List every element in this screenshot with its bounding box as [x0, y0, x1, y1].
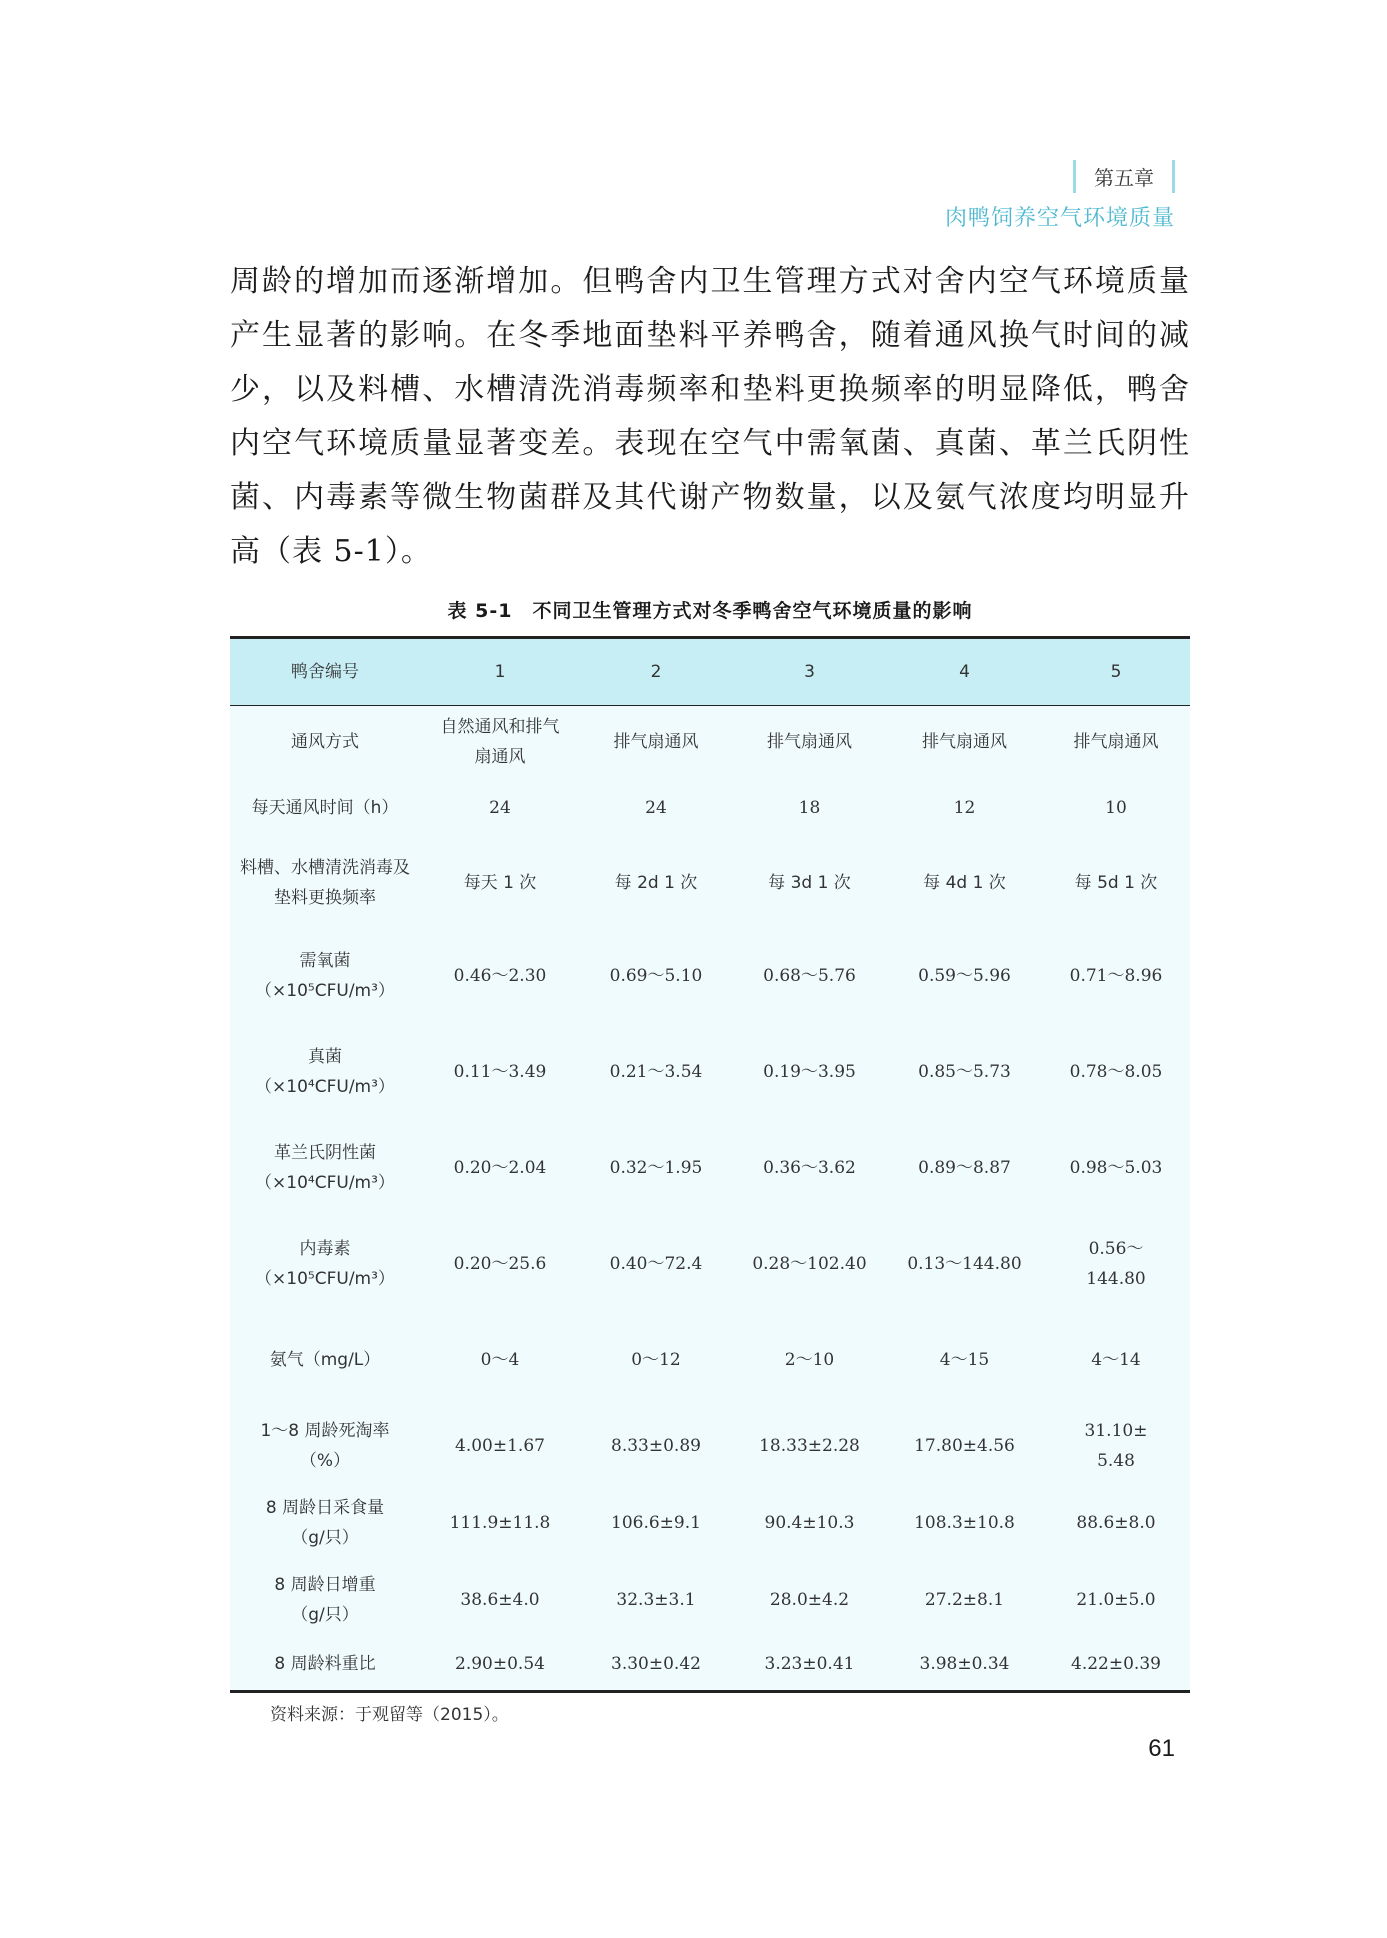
table-cell: 18 — [798, 797, 821, 818]
table-cell: 0.13～144.80 — [907, 1253, 1022, 1274]
table-cell: 28.0±4.2 — [769, 1589, 850, 1610]
table-cell: 每 3d 1 次 — [768, 872, 851, 893]
row-label: 需氧菌 （×10⁵CFU/m³） — [255, 950, 395, 1001]
table-row — [230, 928, 1190, 1024]
table-cell: 0.56～ 144.80 — [1086, 1238, 1146, 1289]
table-row — [230, 838, 1190, 928]
table-cell: 0.20～2.04 — [453, 1157, 547, 1178]
table-header-row — [230, 638, 1190, 706]
row-label: 8 周龄日增重 （g/只） — [274, 1574, 376, 1625]
table-row — [230, 1408, 1190, 1484]
table-cell: 31.10± 5.48 — [1084, 1420, 1148, 1471]
body-paragraph: 周龄的增加而逐渐增加。但鸭舍内卫生管理方式对舍内空气环境质量产生显著的影响。在冬季地面垫料平养鸭舍，随着通风换气时间的减少，以及料槽、水槽清洗消毒频率和垫料更换频率的明显降低，鸭舍内空气环境质量显著变差。表现在空气中需氧菌、真菌、革兰氏阴性菌、内毒素等微生物菌群及其代谢产物数量，以及氨气浓度均明显升高（表 5-1）。 — [230, 264, 1190, 569]
table-cell: 24 — [645, 797, 667, 818]
table-cell: 每 4d 1 次 — [923, 872, 1006, 893]
table-cell: 32.3±3.1 — [616, 1589, 696, 1610]
table-cell: 90.4±10.3 — [764, 1512, 855, 1533]
table-cell: 0.20～25.6 — [453, 1253, 547, 1274]
source-note: 资料来源：于观留等（2015）。 — [270, 1705, 509, 1725]
table-cell: 17.80±4.56 — [914, 1435, 1015, 1456]
table-caption: 表 5-1 不同卫生管理方式对冬季鸭舍空气环境质量的影响 — [447, 600, 973, 622]
table-cell: 10 — [1105, 797, 1127, 818]
table-cell: 24 — [489, 797, 511, 818]
table-cell: 4～14 — [1091, 1349, 1141, 1370]
data-table — [230, 636, 1190, 1693]
table-row — [230, 1312, 1190, 1408]
table-cell: 106.6±9.1 — [611, 1512, 701, 1533]
table-cell: 2～10 — [784, 1349, 835, 1370]
table-cell: 0～4 — [480, 1349, 520, 1370]
table-cell: 每 5d 1 次 — [1074, 872, 1158, 893]
table-cell: 4～15 — [939, 1349, 990, 1370]
table-cell: 自然通风和排气 扇通风 — [440, 716, 560, 767]
table-cell: 27.2±8.1 — [924, 1589, 1005, 1610]
row-label: 氨气（mg/L） — [269, 1349, 381, 1370]
header-cell: 1 — [420, 638, 580, 706]
table-cell: 0.68～5.76 — [763, 965, 856, 986]
table-row — [230, 1484, 1190, 1562]
table-cell: 21.0±5.0 — [1076, 1589, 1156, 1610]
table-cell: 排气扇通风 — [613, 731, 699, 752]
table-cell: 0.21～3.54 — [609, 1061, 703, 1082]
table-row — [230, 1216, 1190, 1312]
table-cell: 18.33±2.28 — [759, 1435, 860, 1456]
table-cell: 2.90±0.54 — [420, 1638, 580, 1692]
table-cell: 排气扇通风 — [767, 731, 852, 752]
table-cell: 排气扇通风 — [1073, 731, 1159, 752]
table-cell: 0.69～5.10 — [609, 965, 703, 986]
table-cell: 0.71～8.96 — [1069, 965, 1163, 986]
chapter-label: 第五章 — [1073, 160, 1175, 193]
row-label: 8 周龄料重比 — [230, 1638, 420, 1692]
table-cell: 0.89～8.87 — [918, 1157, 1011, 1178]
table-row — [230, 778, 1190, 838]
table-cell: 0.78～8.05 — [1069, 1061, 1163, 1082]
table-cell: 4.00±1.67 — [455, 1435, 545, 1456]
chapter-header — [945, 160, 1175, 232]
table-cell: 3.98±0.34 — [887, 1638, 1042, 1692]
table-cell: 3.30±0.42 — [580, 1638, 732, 1692]
header-cell: 2 — [580, 638, 732, 706]
table-cell: 3.23±0.41 — [732, 1638, 887, 1692]
row-label: 每天通风时间（h） — [251, 797, 399, 818]
row-label: 内毒素 （×10⁵CFU/m³） — [255, 1238, 395, 1289]
table-cell: 0.19～3.95 — [763, 1061, 856, 1082]
table-cell: 排气扇通风 — [922, 731, 1007, 752]
chapter-title: 肉鸭饲养空气环境质量 — [944, 206, 1175, 231]
header-cell: 3 — [732, 638, 887, 706]
table-cell: 每 2d 1 次 — [614, 872, 698, 893]
table-row — [230, 1562, 1190, 1638]
table-cell: 0～12 — [631, 1349, 681, 1370]
table-cell: 0.85～5.73 — [918, 1061, 1011, 1082]
table-row — [230, 1638, 1190, 1692]
page-number: 61 — [1148, 1735, 1175, 1762]
table-cell: 108.3±10.8 — [914, 1512, 1015, 1533]
header-cell: 4 — [887, 638, 1042, 706]
row-label: 8 周龄日采食量 （g/只） — [265, 1497, 385, 1548]
table-cell: 8.33±0.89 — [611, 1435, 701, 1456]
table-cell: 0.11～3.49 — [453, 1061, 547, 1082]
table-cell: 0.46～2.30 — [453, 965, 547, 986]
row-label: 革兰氏阴性菌 （×10⁴CFU/m³） — [255, 1142, 395, 1193]
row-label: 1～8 周龄死淘率 （%） — [260, 1420, 390, 1471]
table-cell: 0.40～72.4 — [609, 1253, 703, 1274]
header-cell: 5 — [1042, 638, 1190, 706]
table-cell: 0.36～3.62 — [763, 1157, 856, 1178]
table-cell: 111.9±11.8 — [449, 1512, 551, 1533]
table-cell: 38.6±4.0 — [460, 1589, 540, 1610]
row-label: 通风方式 — [291, 731, 359, 752]
table-cell: 每天 1 次 — [463, 872, 537, 893]
table-row — [230, 706, 1190, 778]
table-cell: 0.59～5.96 — [918, 965, 1011, 986]
table-row — [230, 1024, 1190, 1120]
table-cell: 4.22±0.39 — [1042, 1638, 1190, 1692]
table-cell: 0.28～102.40 — [752, 1253, 867, 1274]
table-cell: 88.6±8.0 — [1076, 1512, 1156, 1533]
table-cell: 0.98～5.03 — [1069, 1157, 1163, 1178]
table-cell: 12 — [953, 797, 976, 818]
table-row — [230, 1120, 1190, 1216]
row-label: 真菌 （×10⁴CFU/m³） — [255, 1046, 395, 1097]
table-cell: 0.32～1.95 — [609, 1157, 703, 1178]
row-label: 料槽、水槽清洗消毒及 垫料更换频率 — [240, 857, 410, 908]
header-cell: 鸭舍编号 — [230, 638, 420, 706]
